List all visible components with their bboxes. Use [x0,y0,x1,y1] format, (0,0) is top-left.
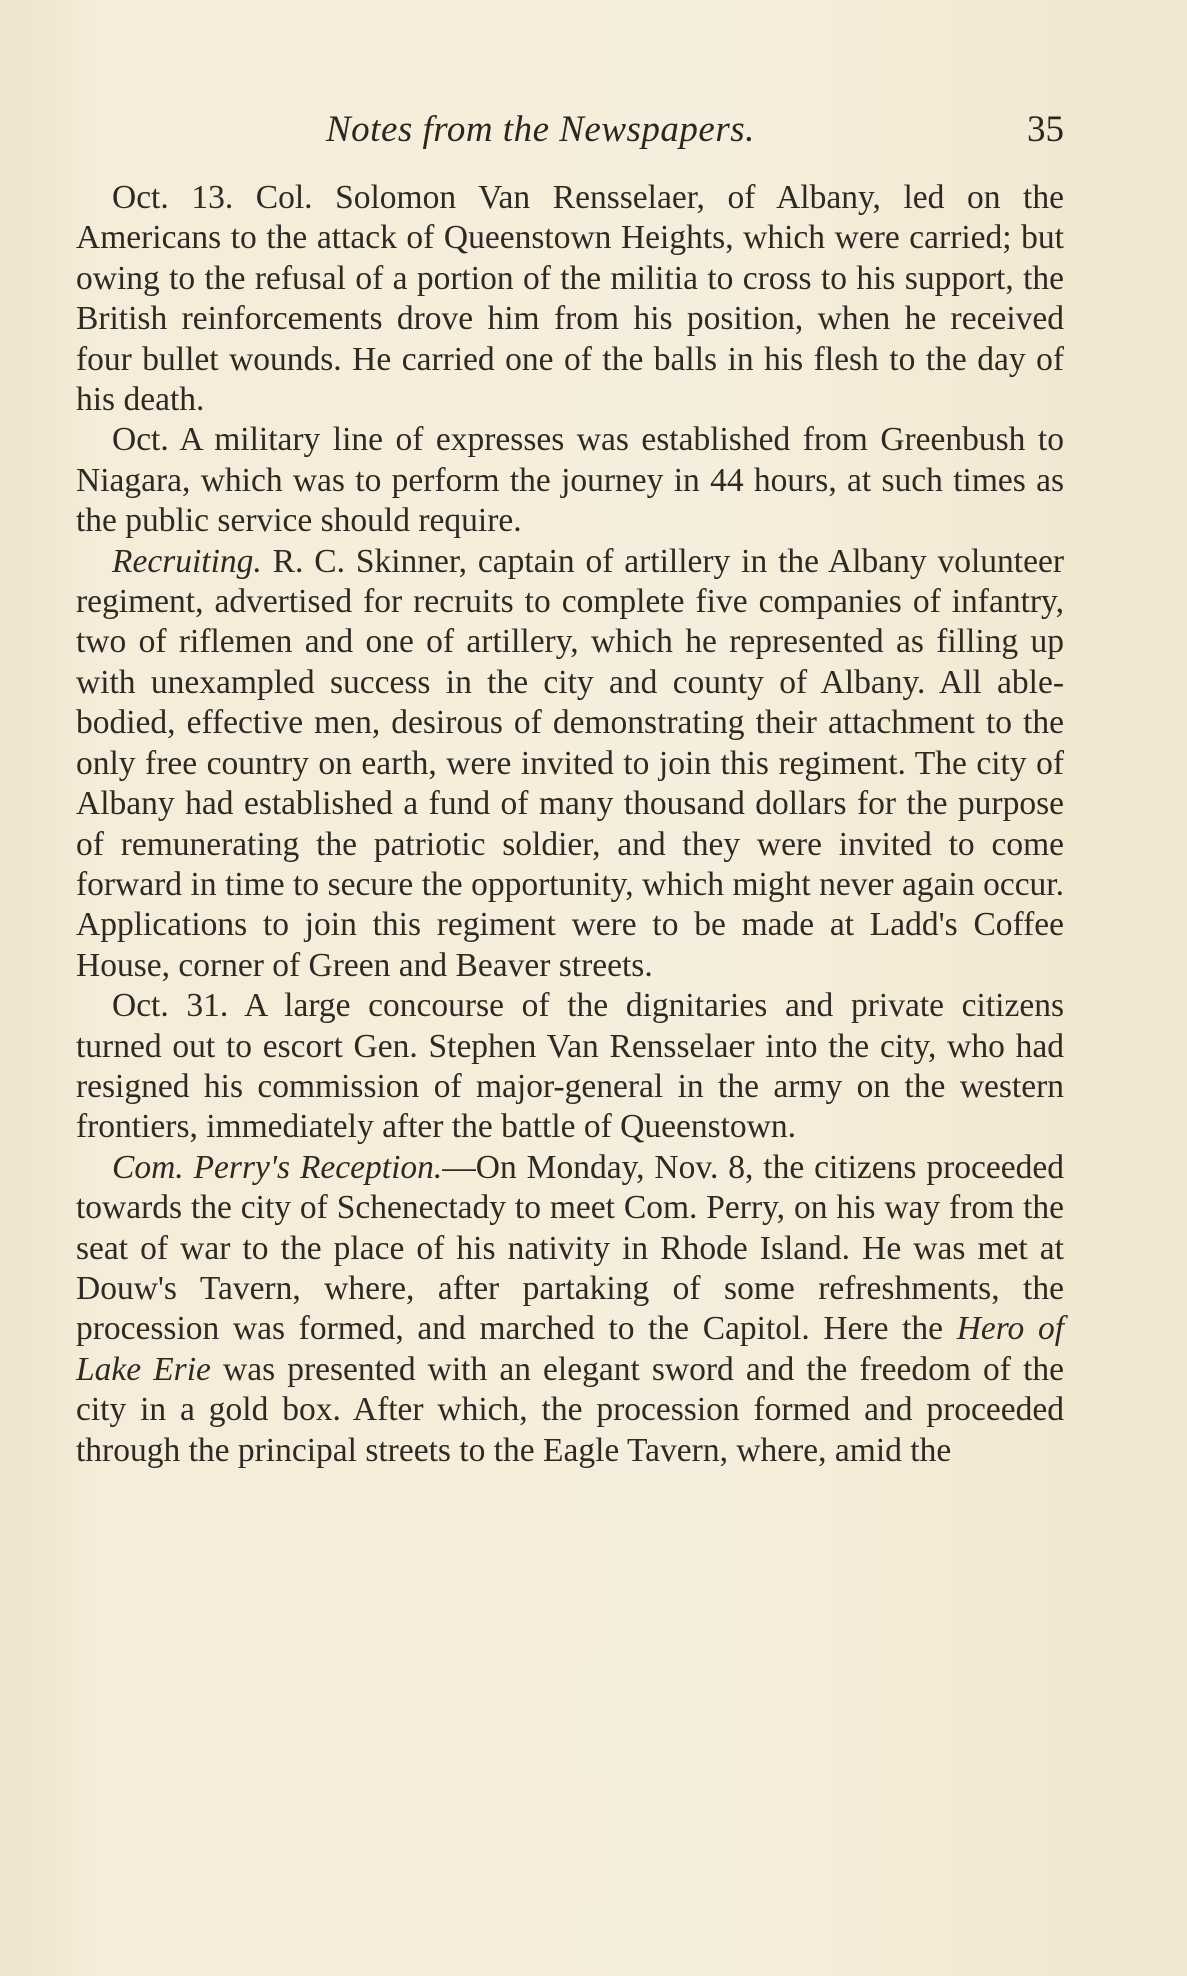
paragraph-oct-31 [76,986,1064,1148]
paragraph-lead-heading: Com. Perry's Reception. [112,1148,443,1186]
paragraph-text-continued: was presented with an elegant sword and the freedom of the city in a gold box. After which, the procession formed and proceeded through the principal streets to the Eagle Tavern, where, amid the [76,1350,1064,1469]
page-header [76,108,1064,160]
paragraph-text: Oct. 31. A large concourse of the dignitaries and private citizens turned out to escort Gen. Stephen Van Rensselaer into the city, who had resigned his commission of major-general in the army on the western frontiers, immediately after the battle of Queenstown. [76,987,1064,1146]
paragraph-text: Oct. 13. Col. Solomon Van Rensselaer, of Albany, led on the Americans to the attack of Queenstown Heights, which were carried; but owing to the refusal of a portion of the militia to cross to his support, the British reinforcements drove him from his position, when he received four bullet wounds. He carried one of the balls in his flesh to the day of his death. [76,179,1064,419]
page-number: 35 [1027,109,1064,150]
paragraph-text: Oct. A military line of expresses was established from Greenbush to Niagara, which was to perform the journey in 44 hours, at such times as the public service should require. [76,421,1064,540]
paragraph-oct-13 [76,178,1064,420]
page-body [76,178,1064,1471]
running-title: Notes from the Newspapers. [326,109,755,150]
paragraph-perry-reception [76,1148,1064,1471]
paragraph-military-expresses [76,420,1064,541]
paragraph-text: R. C. Skinner, captain of artillery in the Albany volunteer regiment, advertised for recruits to complete five companies of infantry, two of riflemen and one of artillery, which he represented as filling up with unexampled success in the city and county of Albany. All able-bodied, effective men, desirous of demonstrating their attachment to the only free country on earth, were invited to join this regiment. The city of Albany had established a fund of many thousand dollars for the purpose of remunerating the patriotic soldier, and they were invited to come forward in time to secure the opportunity, which might never again occur. Applications to join this regiment were to be made at Ladd's Coffee House, corner of Green and Beaver streets. [76,542,1064,984]
paragraph-lead-heading: Recruiting. [112,542,262,580]
paragraph-italic-phrase: Hero of Lake Erie [76,1310,1064,1388]
paragraph-text: —On Monday, Nov. 8, the citizens proceeded towards the city of Schenectady to meet Com. Perry, on his way from the seat of war to the place of his nativity in Rhode Island. He was met at Douw's Tavern, where, after partaking of some refreshments, the procession was formed, and marched to the Capitol. Here the [76,1148,1064,1348]
paragraph-recruiting [76,542,1064,986]
